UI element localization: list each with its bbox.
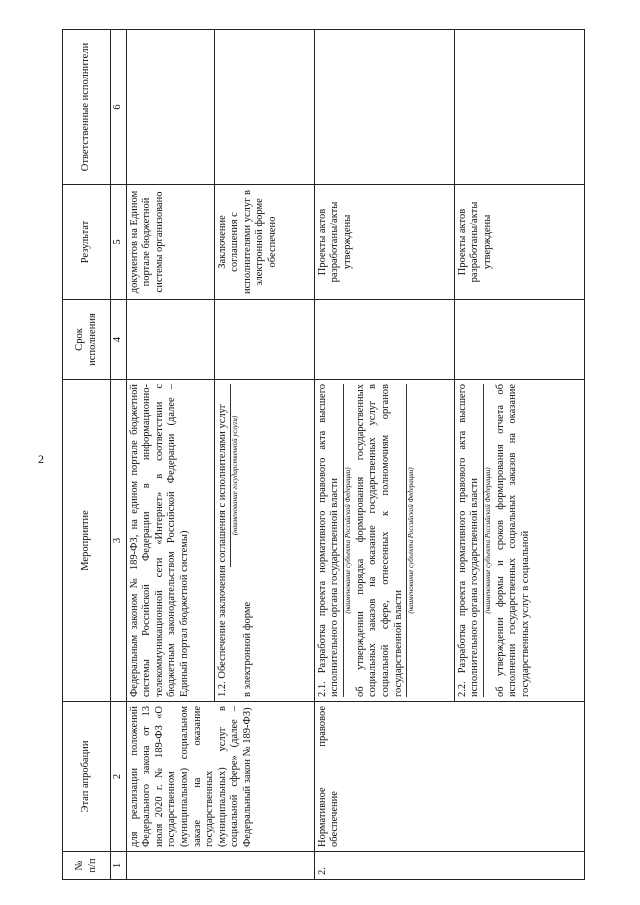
header-term: Срок исполнения: [63, 300, 111, 380]
result-cell: документов на Едином портале бюджетной системы организовано: [126, 185, 214, 300]
term-cell: [126, 300, 214, 380]
event-text: 2.2. Разработка проекта нормативного правового акта высшего исполнительного органа государственной власти: [456, 384, 481, 697]
header-result: Результат: [63, 185, 111, 300]
header-responsible: Ответственные исполнители: [63, 30, 111, 185]
event-cell: [214, 380, 314, 702]
result-cell: Заключение соглашения с исполнителями услуг в электронной форме обеспечено: [214, 185, 314, 300]
responsible-cell: [454, 30, 584, 185]
header-stage: Этап апробации: [63, 702, 111, 852]
header-event: Мероприятие: [63, 380, 111, 702]
event-text: в электронной форме: [242, 601, 254, 697]
column-number: 5: [111, 185, 127, 300]
row-num: 2.: [314, 852, 584, 880]
approbation-plan-table: [62, 29, 585, 880]
column-number: 1: [111, 852, 127, 880]
event-text: 2.1. Разработка проекта нормативного правового акта высшего исполнительного органа государственной власти: [316, 384, 341, 697]
event-text: 1.2. Обеспечение заключения соглашения с исполнителями услуг: [216, 403, 228, 697]
stage-cell: для реализации положений Федерального закона от 13 июля 2020 г. № 189-ФЗ «О государственном (муниципальном) социальном заказе на оказание государственных (муниципальных) услуг в социальной сфере» (далее – Федеральный закон № 189-ФЗ): [126, 702, 314, 852]
term-cell: [214, 300, 314, 380]
responsible-cell: [214, 30, 314, 185]
responsible-cell: [126, 30, 214, 185]
stage-cell: Нормативное правовое обеспечение: [314, 702, 584, 852]
event-text: об утверждении порядка формирования государственных социальных заказов на оказание государственных услуг в социальной сфере, отнесенных к полномочиям органов государственной власти: [354, 384, 404, 697]
result-cell: Проекты актов разработаны/акты утверждены: [454, 185, 584, 300]
row-num: [126, 852, 314, 880]
event-cell: Федеральным законом № 189-ФЗ, на едином портале бюджетной системы Российской Федерации в информационно-телекоммуникационной сети «Интернет» в соответствии с бюджетным законодательством Российской Федерации (далее – Единый портал бюджетной системы): [126, 380, 214, 702]
event-text: об утверждении формы и сроков формирования отчета об исполнении государственных социальных заказов на оказание государственных услуг в социальной: [494, 384, 531, 697]
rotated-page-content: [62, 30, 632, 880]
event-cell: [314, 380, 454, 702]
responsible-cell: [314, 30, 454, 185]
column-number: 4: [111, 300, 127, 380]
result-cell: Проекты актов разработаны/акты утверждены: [314, 185, 454, 300]
column-number: 3: [111, 380, 127, 702]
term-cell: [454, 300, 584, 380]
field-caption: (наименование субъекта Российской Федерации): [406, 384, 416, 697]
term-cell: [314, 300, 454, 380]
column-number: 6: [111, 30, 127, 185]
column-number: 2: [111, 702, 127, 852]
field-caption: (наименование субъекта Российской Федерации): [343, 384, 353, 697]
field-caption: (наименование субъекта Российской Федерации): [483, 384, 493, 697]
header-num: № п/п: [63, 852, 111, 880]
page-number: 2: [38, 452, 44, 466]
event-cell: [454, 380, 584, 702]
field-caption: (наименование государственной услуги): [230, 384, 240, 567]
